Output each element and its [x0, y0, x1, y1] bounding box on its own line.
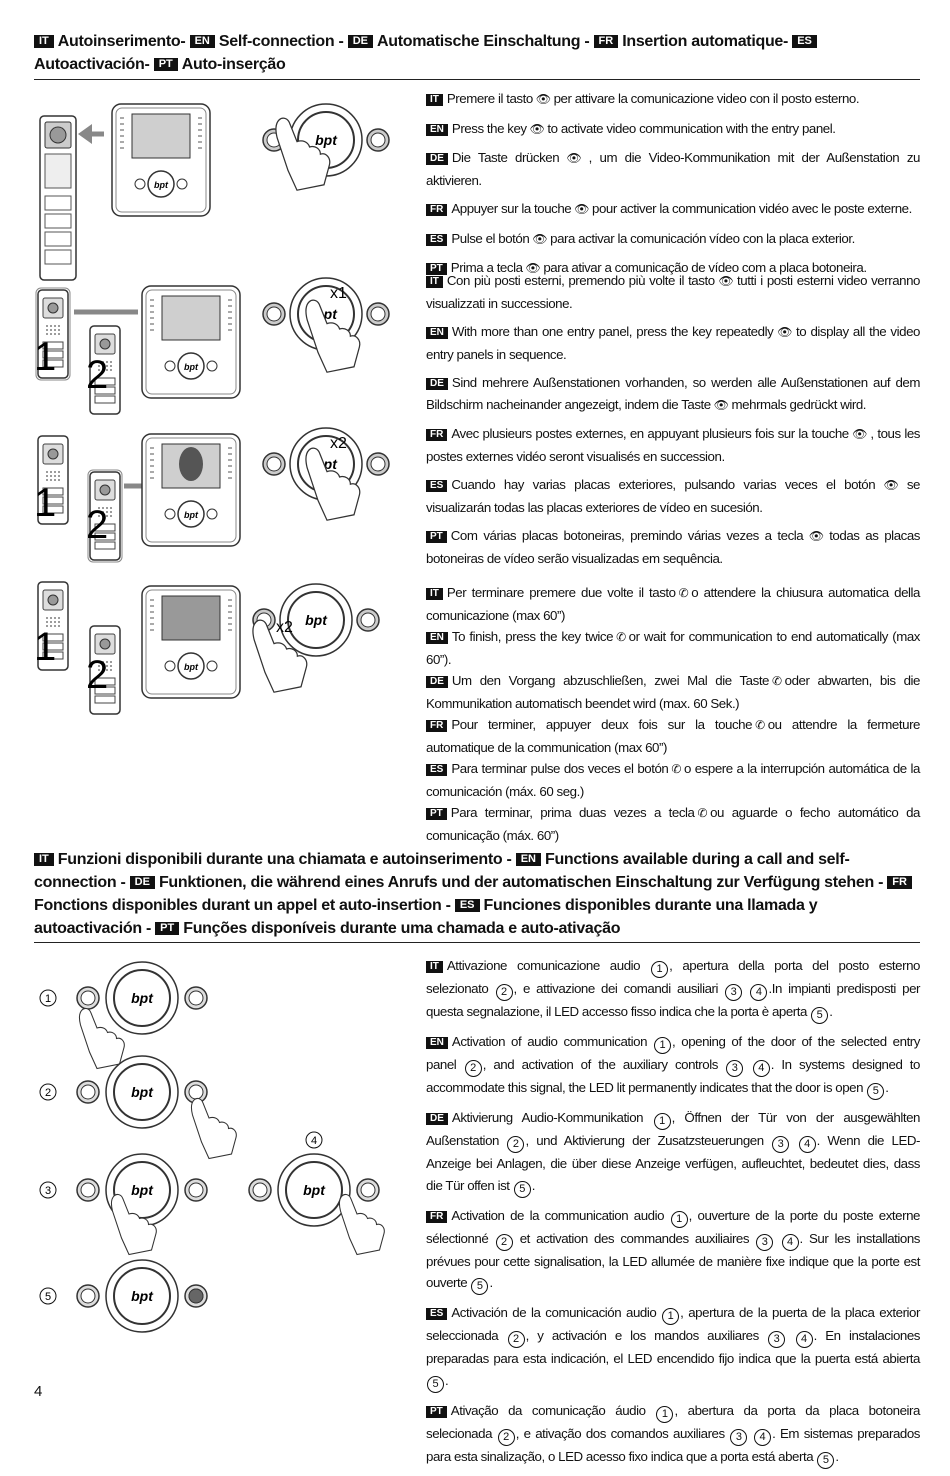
circled-number-5: 5 — [514, 1181, 531, 1198]
lang-tag-it: IT — [34, 853, 54, 866]
paragraph-text: para ativar a comunicação de vídeo com a placa botoneira. — [543, 260, 867, 275]
paragraph-text: , Öffnen der Tür von der ausgewählten Außenstation — [426, 1110, 920, 1148]
lang-tag-pt: PT — [426, 808, 447, 820]
paragraph-text: , und Aktivierung der Zusatzsteuerungen — [525, 1133, 772, 1148]
paragraph-en — [426, 1031, 920, 1100]
section2-rule — [34, 942, 920, 943]
paragraph-de — [426, 372, 920, 416]
paragraph-es — [426, 1302, 920, 1393]
lang-tag-en: EN — [426, 124, 448, 136]
paragraph-text: se visualizarán todas las placas exteriores de vídeo en sucesión. — [426, 477, 920, 515]
text-block-call-functions — [426, 955, 920, 1476]
eye-icon: 👁 — [851, 427, 868, 441]
circled-number-5: 5 — [811, 1007, 828, 1024]
lang-tag-es: ES — [426, 764, 447, 776]
section1-heading — [34, 30, 920, 76]
paragraph-text: or wait for communication to end automatically (max 60”). — [426, 629, 920, 667]
eye-icon: 👁 — [574, 202, 590, 216]
paragraph-text: mehrmals gedrückt wird. — [731, 396, 867, 412]
paragraph-text — [774, 1231, 780, 1246]
paragraph-de — [426, 147, 920, 191]
paragraph-text: . In systems designed to accommodate this signal, the LED lit permanently indicates that the door is open — [426, 1057, 920, 1095]
eye-icon: 👁 — [529, 121, 545, 136]
circled-number-4: 4 — [796, 1331, 813, 1348]
paragraph-text: o espere a la interrupción automática de la comunicación (máx. 60 seg.) — [426, 761, 920, 799]
heading-text: Funções disponíveis durante uma chamada e auto-ativação — [183, 920, 621, 937]
heading-text: Auto-inserção — [181, 56, 286, 73]
circled-number-1: 1 — [662, 1308, 679, 1325]
panel-number-1: 1 — [34, 335, 57, 379]
circled-number-2: 2 — [496, 984, 513, 1001]
lang-tag-fr: FR — [426, 204, 447, 216]
paragraph-text: Activación de la comunicación audio — [451, 1305, 662, 1320]
paragraph-es — [426, 228, 920, 251]
lang-tag-de: DE — [426, 153, 448, 165]
paragraph-text: , ouverture de la porte du poste externe sélectionné — [426, 1207, 920, 1246]
paragraph-it — [426, 582, 920, 626]
paragraph-it — [426, 88, 920, 111]
phone-handset-icon: ✆ — [772, 674, 782, 688]
paragraph-text: Con più posti esterni, premendo più volte il tasto — [446, 273, 715, 288]
circled-number-3: 3 — [726, 1060, 743, 1077]
paragraph-text: Press the key — [451, 120, 527, 136]
text-block-terminate — [426, 582, 920, 846]
paragraph-text: para activar la comunicación vídeo con la placa exterior. — [550, 230, 855, 246]
paragraph-text: . En instalaciones preparadas para esta indicación, el LED encendido fijo indica que la puerta está abierta — [426, 1328, 921, 1366]
paragraph-text: . — [835, 1448, 839, 1464]
paragraph-text: Activation of audio communication — [451, 1034, 654, 1049]
eye-icon: 👁 — [806, 529, 827, 543]
paragraph-text: todas as placas botoneiras de vídeo serão visualizadas em sequência. — [426, 528, 920, 566]
eye-icon: 👁 — [562, 151, 586, 165]
lang-tag-es: ES — [792, 35, 817, 48]
circled-number-4: 4 — [750, 984, 767, 1001]
lang-tag-en: EN — [426, 1037, 448, 1049]
paragraph-de — [426, 670, 920, 714]
lang-tag-fr: FR — [426, 720, 447, 732]
circled-number-2: 2 — [508, 1331, 525, 1348]
paragraph-text: Activation de la communication audio — [451, 1207, 670, 1223]
paragraph-text: oder abwarten, bis die Kommunikation automatisch beendet wird (max. 60 Sek.) — [426, 673, 920, 711]
svg-text:4: 4 — [310, 1135, 318, 1147]
eye-icon: 👁 — [535, 92, 551, 106]
step-2-diagram — [40, 1056, 236, 1159]
paragraph-text: o attendere la chiusura automatica della comunicazione (max 60”) — [426, 585, 920, 623]
paragraph-text: . — [445, 1372, 449, 1388]
paragraph-text: , abertura da porta da placa botoneira selecionada — [426, 1402, 920, 1441]
circled-number-5: 5 — [867, 1083, 884, 1100]
paragraph-text: to activate video communication with the entry panel. — [547, 120, 836, 136]
svg-text:2: 2 — [44, 1087, 52, 1099]
paragraph-text — [748, 1426, 753, 1441]
lang-tag-fr: FR — [594, 35, 619, 48]
paragraph-text: . Wenn die LED-Anzeige bei Anlagen, die über diese Anzeige verfügen, aufleuchtet, bedeutet dies, dass die Tür offen ist — [426, 1133, 920, 1193]
phone-handset-icon: ✆ — [697, 806, 708, 820]
lang-tag-pt: PT — [426, 1406, 447, 1418]
lang-tag-en: EN — [426, 327, 448, 339]
entry-panel — [40, 116, 76, 280]
circled-number-4: 4 — [782, 1234, 799, 1251]
press-count-x1: x1 — [330, 285, 347, 302]
panel-number-2: 2 — [86, 503, 109, 547]
paragraph-fr — [426, 198, 920, 221]
svg-text:3: 3 — [44, 1185, 52, 1197]
paragraph-fr — [426, 1205, 920, 1296]
paragraph-text: Cuando hay varias placas exteriores, pulsando varias veces el botón — [451, 477, 876, 492]
lang-tag-it: IT — [34, 35, 54, 48]
paragraph-es — [426, 474, 920, 518]
panel-number-1: 1 — [34, 481, 57, 525]
lang-tag-de: DE — [348, 35, 373, 48]
paragraph-text: Pour terminer, appuyer deux fois sur la touche — [451, 717, 753, 732]
paragraph-en — [426, 321, 920, 365]
paragraph-text: Aktivierung Audio-Kommunikation — [451, 1110, 653, 1125]
step-3-diagram — [40, 1154, 207, 1255]
paragraph-de — [426, 1107, 920, 1198]
circled-number-4: 4 — [753, 1060, 770, 1077]
lang-tag-pt: PT — [154, 58, 178, 71]
heading-text: Self-connection - — [218, 33, 344, 50]
paragraph-text: , opening of the door of the selected entry panel — [426, 1034, 920, 1072]
lang-tag-es: ES — [426, 234, 447, 246]
section2-heading — [34, 848, 920, 940]
eye-icon: 👁 — [713, 397, 729, 412]
heading-text: Automatische Einschaltung - — [377, 33, 590, 50]
lang-tag-de: DE — [426, 676, 448, 688]
circled-number-5: 5 — [427, 1376, 444, 1393]
paragraph-text: Prima a tecla — [450, 260, 523, 275]
circled-number-3: 3 — [730, 1429, 747, 1446]
paragraph-it — [426, 270, 920, 314]
circled-number-3: 3 — [768, 1331, 785, 1348]
lang-tag-it: IT — [426, 276, 443, 288]
eye-icon: 👁 — [776, 325, 794, 339]
circled-number-1: 1 — [671, 1211, 688, 1228]
phone-handset-icon: ✆ — [616, 630, 626, 644]
paragraph-text: tutti i posti esterni video verranno visualizzati in successione. — [426, 273, 920, 311]
lang-tag-pt: PT — [155, 922, 179, 935]
phone-handset-icon: ✆ — [678, 586, 689, 600]
paragraph-text: . — [489, 1275, 493, 1290]
lang-tag-pt: PT — [426, 263, 447, 275]
paragraph-text: et activation des commandes auxiliaires — [513, 1230, 756, 1246]
lang-tag-es: ES — [455, 899, 480, 912]
panel-number-2: 2 — [86, 353, 109, 397]
paragraph-text — [743, 981, 749, 996]
paragraph-text: ou attendre la fermeture automatique de la communication (max 60”) — [426, 717, 920, 755]
circled-number-2: 2 — [507, 1136, 524, 1153]
heading-text: Functions available during a call and self-connection - — [34, 851, 850, 891]
video-monitor — [112, 104, 210, 216]
circled-number-2: 2 — [496, 1234, 513, 1251]
circled-number-2: 2 — [465, 1060, 482, 1077]
paragraph-text: , um die Video-Kommunikation mit der Außenstation zu aktivieren. — [426, 150, 920, 188]
paragraph-text: Avec plusieurs postes externes, en appuyant plusieurs fois sur la touche — [451, 426, 849, 441]
paragraph-text: Com várias placas botoneiras, premindo várias vezes a tecla — [450, 528, 804, 543]
paragraph-text: . — [885, 1080, 889, 1095]
heading-text: Funciones disponibles durante una llamada y autoactivación - — [34, 897, 818, 937]
lang-tag-pt: PT — [426, 531, 447, 543]
paragraph-text: , apertura de la puerta de la placa exterior seleccionada — [426, 1305, 920, 1343]
paragraph-fr — [426, 423, 920, 467]
section1-rule — [34, 79, 920, 80]
illustration-call-functions: bpt 1 2 3 4 5 — [34, 958, 424, 1358]
circled-number-3: 3 — [772, 1136, 789, 1153]
lang-tag-de: DE — [426, 1113, 448, 1125]
paragraph-text: Para terminar pulse dos veces el botón — [451, 761, 669, 776]
lang-tag-it: IT — [426, 961, 443, 973]
paragraph-es — [426, 758, 920, 802]
lang-tag-it: IT — [426, 588, 443, 600]
svg-text:5: 5 — [44, 1291, 52, 1303]
panel-number-2: 2 — [86, 653, 109, 697]
phone-handset-icon: ✆ — [755, 718, 765, 732]
phone-handset-icon: ✆ — [671, 762, 681, 776]
paragraph-text: Premere il tasto — [446, 91, 533, 106]
lang-tag-fr: FR — [887, 876, 912, 889]
paragraph-text: Die Taste drücken — [451, 150, 560, 165]
eye-icon: 👁 — [532, 231, 548, 246]
paragraph-text: .In impianti predisposti per questa segnalazione, il LED accesso fisso indica che la porta è aperta — [426, 981, 920, 1019]
heading-text: Autoinserimento- — [57, 33, 186, 50]
step-1-diagram — [40, 962, 207, 1069]
circled-number-1: 1 — [654, 1113, 671, 1130]
paragraph-text: Um den Vorgang abzuschließen, zwei Mal die Taste — [451, 673, 770, 688]
circled-number-4: 4 — [754, 1429, 771, 1446]
paragraph-text: . — [829, 1004, 833, 1019]
paragraph-text — [744, 1057, 751, 1072]
paragraph-text: , e ativação dos comandos auxiliares — [515, 1425, 730, 1441]
paragraph-pt — [426, 1400, 920, 1469]
paragraph-text: , e attivazione dei comandi ausiliari — [513, 981, 725, 996]
lang-tag-en: EN — [516, 853, 541, 866]
page-number: 4 — [34, 1383, 43, 1400]
paragraph-text — [786, 1328, 794, 1343]
lang-tag-it: IT — [426, 94, 443, 106]
eye-icon: 👁 — [525, 261, 541, 275]
lang-tag-es: ES — [426, 480, 447, 492]
circled-number-5: 5 — [471, 1278, 488, 1295]
paragraph-text: per attivare la comunicazione video con il posto esterno. — [553, 91, 860, 106]
circled-number-4: 4 — [799, 1136, 816, 1153]
svg-text:1: 1 — [44, 993, 52, 1005]
lang-tag-de: DE — [130, 876, 155, 889]
circled-number-3: 3 — [725, 984, 742, 1001]
paragraph-text: to display all the video entry panels in sequence. — [426, 324, 920, 362]
lang-tag-fr: FR — [426, 429, 447, 441]
paragraph-text: , apertura della porta del posto esterno selezionato — [426, 958, 920, 996]
paragraph-text: To finish, press the key twice — [451, 629, 614, 644]
panel-number-1: 1 — [34, 625, 57, 669]
paragraph-pt — [426, 525, 920, 569]
paragraph-text: . Em sistemas preparados para esta sinalização, o LED acesso fixo indica que a porta está aberta — [426, 1425, 921, 1464]
paragraph-text: , tous les postes externes vidéo seront visualisés en succession. — [426, 426, 920, 464]
paragraph-text: , and activation of the auxiliary controls — [482, 1057, 726, 1072]
paragraph-text: Para terminar, prima duas vezes a tecla — [450, 805, 695, 820]
lang-tag-de: DE — [426, 378, 448, 390]
text-block-multiple-panels — [426, 270, 920, 576]
heading-text: Fonctions disponibles durant un appel et auto-insertion - — [34, 897, 451, 914]
lang-tag-es: ES — [426, 1308, 447, 1320]
paragraph-text: ou aguarde o fecho automático da comunicação (máx. 60”) — [426, 805, 921, 843]
heading-text: Insertion automatique- — [622, 33, 789, 50]
heading-text: Funzioni disponibili durante una chiamata e autoinserimento - — [57, 851, 512, 868]
paragraph-text: pour activer la communication vidéo avec le poste externe. — [592, 201, 912, 216]
lang-tag-fr: FR — [426, 1211, 447, 1223]
paragraph-text: . — [531, 1177, 536, 1193]
step-5-diagram — [40, 1260, 207, 1332]
paragraph-en — [426, 626, 920, 670]
circled-number-3: 3 — [756, 1234, 773, 1251]
step-4-diagram — [249, 1132, 384, 1255]
paragraph-text — [790, 1133, 798, 1148]
paragraph-text: Per terminare premere due volte il tasto — [446, 585, 676, 600]
heading-text: Funktionen, die während eines Anrufs und der automatischen Einschaltung zur Verfügung stehen - — [158, 874, 884, 891]
paragraph-en — [426, 118, 920, 141]
paragraph-text: With more than one entry panel, press the key repeatedly — [451, 324, 774, 339]
paragraph-text: Attivazione comunicazione audio — [446, 958, 651, 973]
paragraph-text: , y activación e los mandos auxiliares — [525, 1328, 768, 1343]
lang-tag-en: EN — [190, 35, 215, 48]
circled-number-1: 1 — [654, 1037, 671, 1054]
video-monitor — [142, 286, 240, 398]
paragraph-text: . Sur les installations prévues pour cette signalisation, la LED allumée de manière fixe indique que la porte est ouverte — [426, 1230, 920, 1290]
text-block-activate-video — [426, 88, 920, 287]
circled-number-1: 1 — [651, 961, 668, 978]
heading-text: Autoactivación- — [34, 56, 150, 73]
paragraph-it — [426, 955, 920, 1024]
paragraph-text: Sind mehrere Außenstationen vorhanden, so werden alle Außenstationen auf dem Bildschirm nacheinander angezeigt, indem die Taste — [426, 375, 920, 412]
eye-icon: 👁 — [878, 478, 904, 492]
paragraph-text: Appuyer sur la touche — [451, 201, 572, 216]
paragraph-text: Ativação da comunicação áudio — [450, 1402, 656, 1418]
circled-number-2: 2 — [498, 1429, 515, 1446]
circled-number-5: 5 — [817, 1452, 834, 1469]
paragraph-pt — [426, 802, 920, 846]
eye-icon: 👁 — [717, 274, 735, 288]
paragraph-text: Pulse el botón — [451, 230, 530, 246]
press-count-x2: x2 — [330, 435, 347, 452]
circled-number-1: 1 — [656, 1406, 673, 1423]
paragraph-fr — [426, 714, 920, 758]
lang-tag-en: EN — [426, 632, 448, 644]
illustration-self-connection: bpt bpt 1 2 x1 1 2 x2 1 2 x2 — [34, 92, 414, 722]
press-count-x2: x2 — [276, 619, 293, 636]
